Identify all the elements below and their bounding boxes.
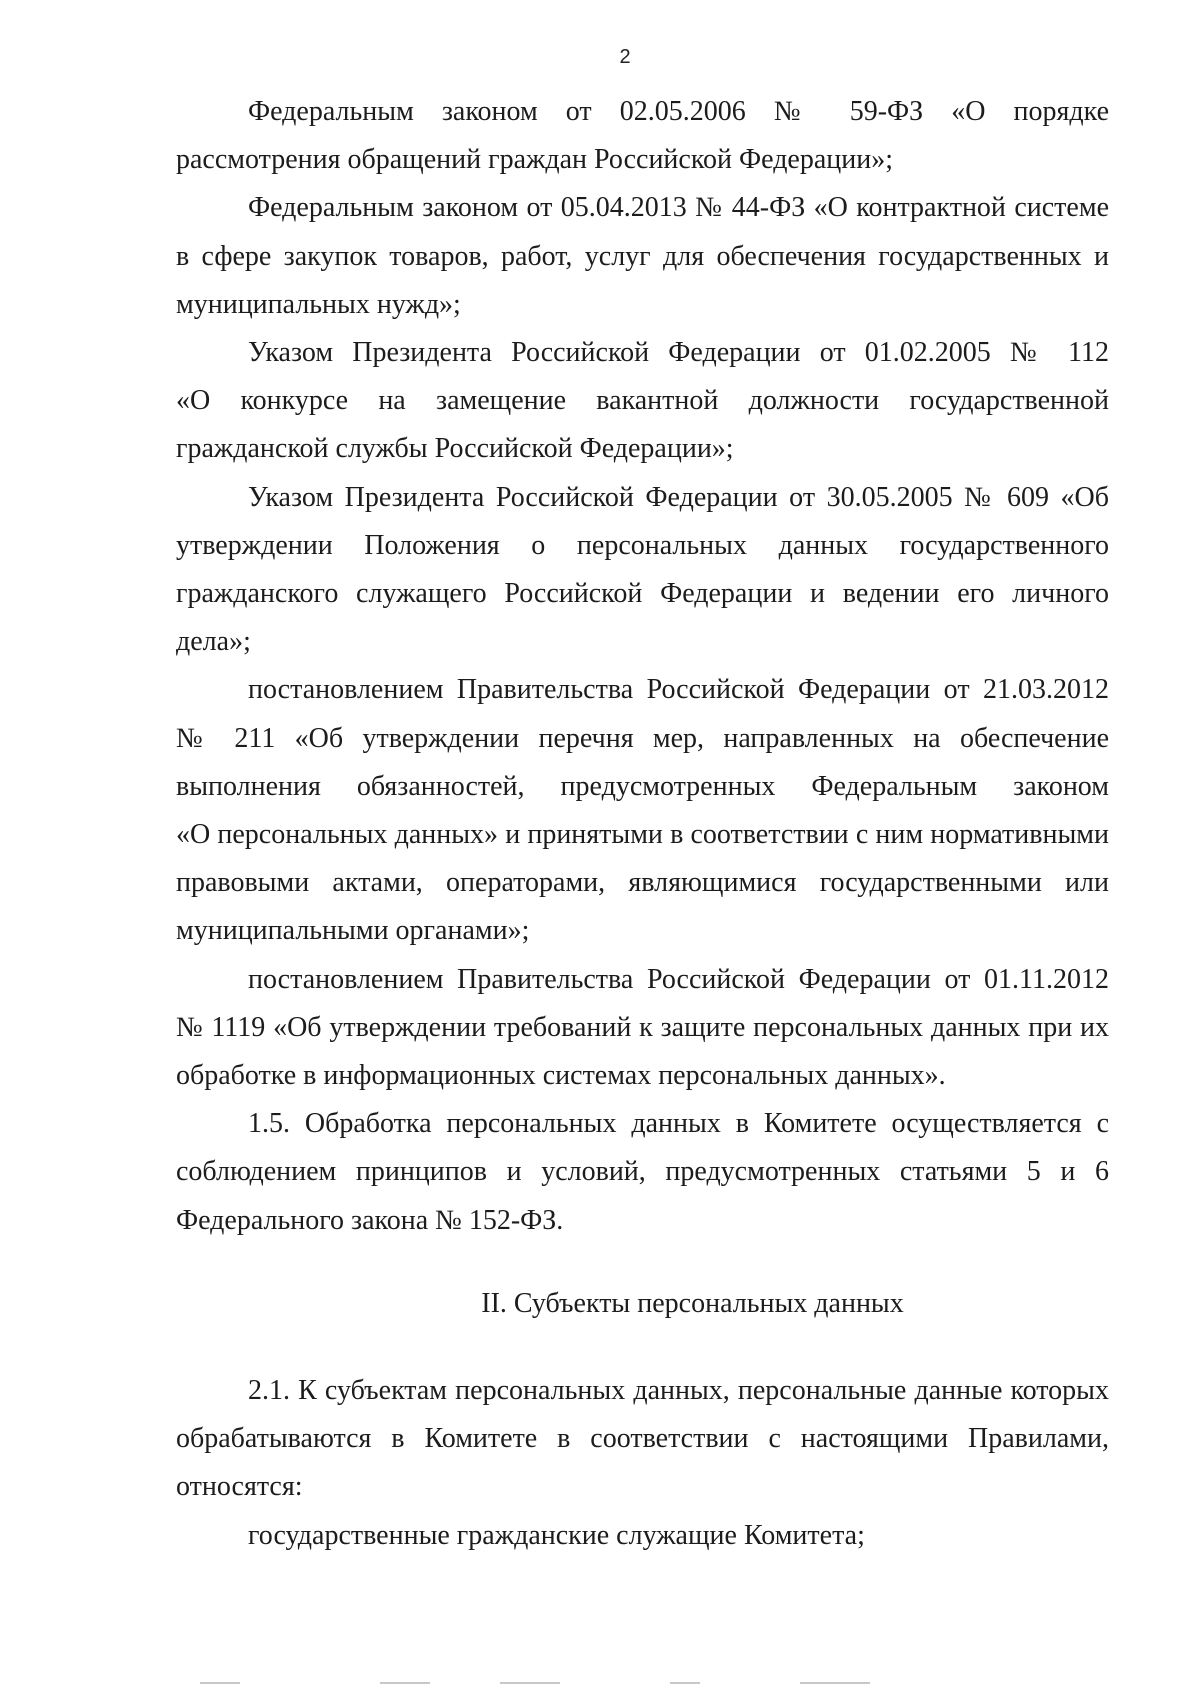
paragraph bbox=[176, 1100, 1109, 1245]
text-line: правовыми актами, операторами, являющимися государственными или bbox=[176, 867, 1109, 899]
paragraph bbox=[176, 474, 1109, 667]
text-line: постановлением Правительства Российской Федерации от 01.11.2012 bbox=[248, 963, 1109, 995]
text-line: 2.1. К субъектам персональных данных, персональные данные которых bbox=[248, 1375, 1109, 1407]
document-body bbox=[176, 88, 1109, 1560]
text-line: Указом Президента Российской Федерации от 30.05.2005 № 609 «Об bbox=[248, 481, 1109, 513]
text-line: «О персональных данных» и принятыми в соответствии с ним нормативными bbox=[176, 819, 1109, 851]
text-line: рассмотрения обращений граждан Российской Федерации»; bbox=[176, 144, 894, 176]
paragraph bbox=[176, 329, 1109, 474]
text-line: муниципальных нужд»; bbox=[176, 288, 461, 320]
paragraph bbox=[176, 1512, 1109, 1560]
text-line: «О конкурсе на замещение вакантной должности государственной bbox=[176, 385, 1109, 417]
paragraph bbox=[176, 1367, 1109, 1512]
scan-noise bbox=[200, 1682, 940, 1688]
text-line: гражданского служащего Российской Федерации и ведении его личного bbox=[176, 578, 1109, 610]
paragraph-list-chapter-1 bbox=[176, 88, 1109, 1245]
text-line: № 1119 «Об утверждении требований к защите персональных данных при их bbox=[176, 1011, 1109, 1043]
text-line: Федеральным законом от 05.04.2013 № 44-ФЗ «О контрактной системе bbox=[248, 192, 1109, 224]
text-line: Указом Президента Российской Федерации от 01.02.2005 № 112 bbox=[248, 337, 1109, 369]
paragraph bbox=[176, 184, 1109, 329]
paragraph bbox=[176, 88, 1109, 184]
text-line: постановлением Правительства Российской Федерации от 21.03.2012 bbox=[248, 674, 1109, 706]
text-line: обрабатываются в Комитете в соответствии с настоящими Правилами, bbox=[176, 1423, 1109, 1455]
text-line: относятся: bbox=[176, 1471, 303, 1503]
text-line: соблюдением принципов и условий, предусмотренных статьями 5 и 6 bbox=[176, 1156, 1109, 1188]
text-line: дела»; bbox=[176, 626, 251, 658]
paragraph-list-chapter-2 bbox=[176, 1367, 1109, 1560]
text-line: выполнения обязанностей, предусмотренных Федеральным законом bbox=[176, 770, 1109, 802]
text-line: гражданской службы Российской Федерации»; bbox=[176, 433, 734, 465]
text-line: утверждении Положения о персональных данных государственного bbox=[176, 529, 1109, 561]
text-line: муниципальными органами»; bbox=[176, 915, 530, 947]
page-number: 2 bbox=[619, 46, 631, 68]
text-line: государственные гражданские служащие Комитета; bbox=[248, 1519, 865, 1551]
text-line: 1.5. Обработка персональных данных в Комитете осуществляется с bbox=[248, 1108, 1109, 1140]
text-line: Федеральным законом от 02.05.2006 № 59-ФЗ «О порядке bbox=[248, 96, 1109, 127]
paragraph bbox=[176, 666, 1109, 955]
section-heading: II. Субъекты персональных данных bbox=[481, 1287, 904, 1319]
paragraph bbox=[176, 956, 1109, 1101]
text-line: обработке в информационных системах персональных данных». bbox=[176, 1060, 946, 1092]
text-line: Федерального закона № 152-ФЗ. bbox=[176, 1204, 564, 1236]
text-line: в сфере закупок товаров, работ, услуг для обеспечения государственных и bbox=[176, 240, 1109, 272]
text-line: № 211 «Об утверждении перечня мер, направленных на обеспечение bbox=[176, 722, 1109, 754]
